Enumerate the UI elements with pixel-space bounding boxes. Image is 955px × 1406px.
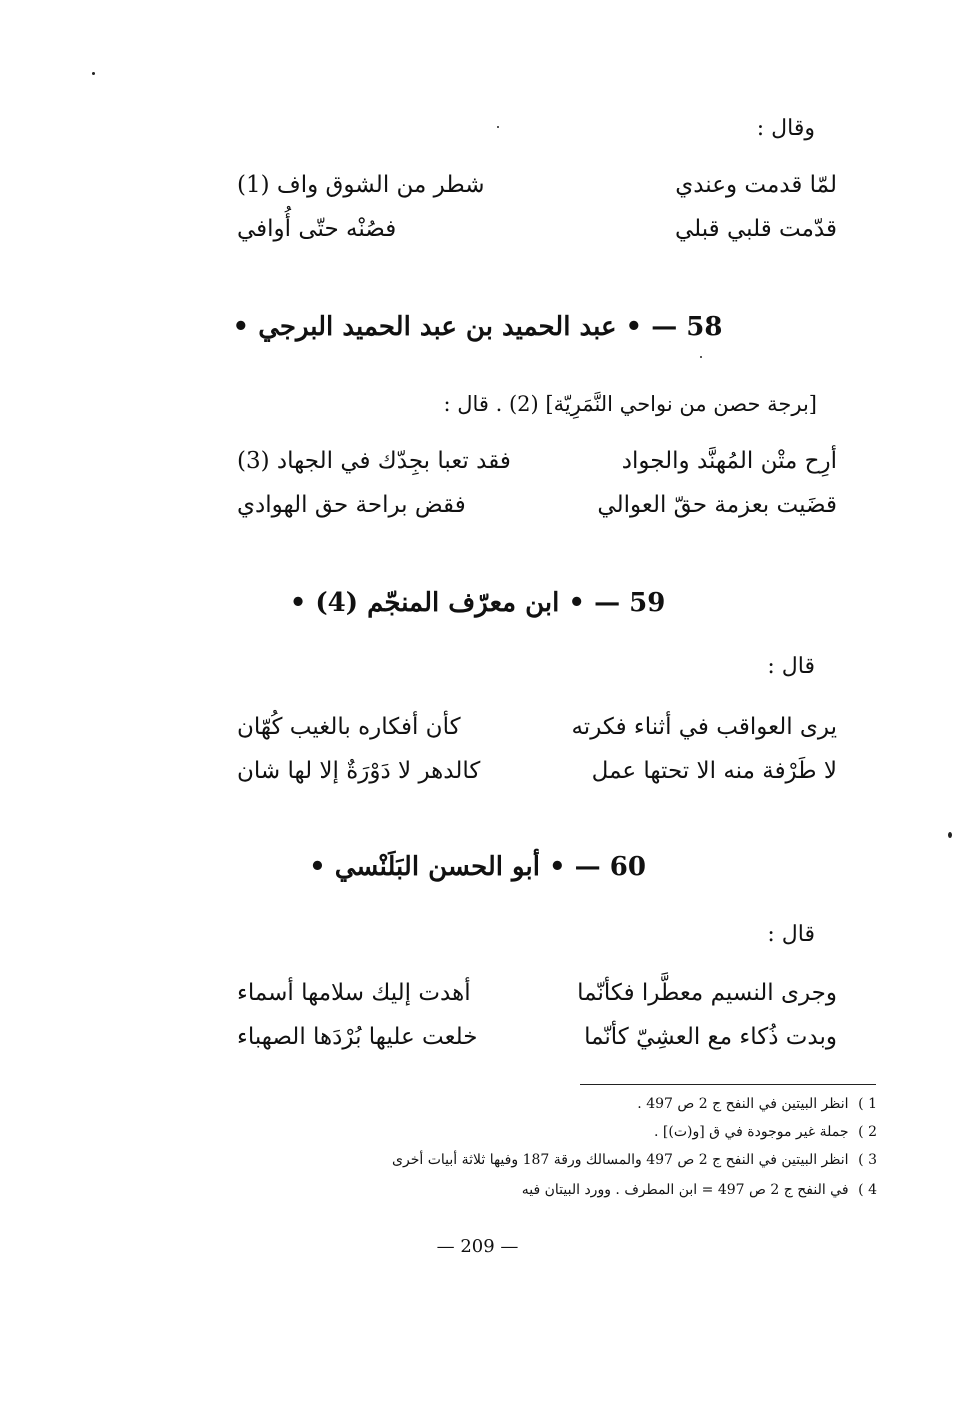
verse-second-hemistich: أهدت إليك سلامها أسماء xyxy=(237,980,471,1006)
footnote-text: انظر البيتين في النفح ج 2 ص 497 . xyxy=(637,1096,849,1112)
verse-first-hemistich: وجرى النسيم معطَّرا فكأنّما xyxy=(577,980,837,1006)
verse-line xyxy=(237,172,837,208)
verse-second-hemistich: فصُنْه حتّى أُوافي xyxy=(237,216,397,242)
verse-line xyxy=(237,980,837,1016)
verse-first-hemistich: يرى العواقب في أثناء فكرته xyxy=(571,714,837,740)
footnote-number: 2 ) xyxy=(858,1124,877,1140)
section-heading-60: 60 — • أبو الحسن البَلَنْسي • xyxy=(309,852,646,882)
section-heading-58: 58 — • عبد الحميد بن عبد الحميد البرجي • xyxy=(232,312,723,342)
intro-said: وقال : xyxy=(756,116,815,141)
intro-said: قال : xyxy=(767,922,815,947)
verse-first-hemistich: قضَيت بعزمة حقّ العوالي xyxy=(597,492,837,518)
footnote-text: انظر البيتين في النفح ج 2 ص 497 والمسالك ورقة 187 وفيها ثلاثة أبيات أخرى xyxy=(392,1152,849,1168)
verse-second-hemistich: خلعت عليها بُرْدَها الصهباء xyxy=(237,1024,478,1050)
verse-line xyxy=(237,714,837,750)
verse-second-hemistich: كالدهر لا دَوْرَةٌ إلا لها شان xyxy=(237,758,481,784)
footnote-number: 3 ) xyxy=(858,1152,877,1168)
verse-second-hemistich: فقض براحة حق الهوادي xyxy=(237,492,466,518)
footnote xyxy=(637,1096,877,1112)
intro-said: قال : xyxy=(767,654,815,679)
section-note-58: [برجة حصن من نواحي النَّمَرِيّة] (2) . قال : xyxy=(443,392,817,416)
verse-second-hemistich: فقد تعبا بجِدّك في الجهاد (3) xyxy=(237,448,511,474)
section-heading-59: 59 — • ابن معرّف المنجّم (4) • xyxy=(289,588,666,618)
footnote xyxy=(654,1124,877,1140)
verse-line xyxy=(237,758,837,794)
footnote-number: 1 ) xyxy=(858,1096,877,1112)
footnote-number: 4 ) xyxy=(858,1182,877,1198)
verse-line xyxy=(237,216,837,252)
verse-line xyxy=(237,492,837,528)
scan-speck xyxy=(700,356,702,358)
verse-first-hemistich: أرِح متْن المُهنَّد والجواد xyxy=(621,448,837,474)
scan-speck xyxy=(948,832,952,838)
verse-first-hemistich: وبدت ذُكاء مع العشِيّ كأنّما xyxy=(584,1024,837,1050)
footnote xyxy=(522,1182,877,1198)
footnote-text: في النفح ج 2 ص 497 = ابن المطرف . وورد البيتان فيه xyxy=(521,1182,849,1198)
footnote xyxy=(392,1152,877,1168)
footnote-separator xyxy=(580,1084,876,1085)
footnote-text: جملة غير موجودة في ق [و(ت)] . xyxy=(654,1124,849,1140)
verse-first-hemistich: لا طَرْفة منه الا تحتها عمل xyxy=(591,758,837,784)
verse-second-hemistich: كأن أفكاره بالغيب كُهّان xyxy=(237,714,461,740)
scan-speck xyxy=(497,126,499,128)
verse-first-hemistich: لمّا قدمت وعندي xyxy=(675,172,837,198)
page-number: — 209 — xyxy=(436,1236,519,1257)
verse-first-hemistich: قدّمت قلبي قبلي xyxy=(674,216,837,242)
scan-speck xyxy=(92,72,95,75)
verse-second-hemistich: شطر من الشوق واف (1) xyxy=(237,172,485,198)
verse-line xyxy=(237,1024,837,1060)
verse-line xyxy=(237,448,837,484)
